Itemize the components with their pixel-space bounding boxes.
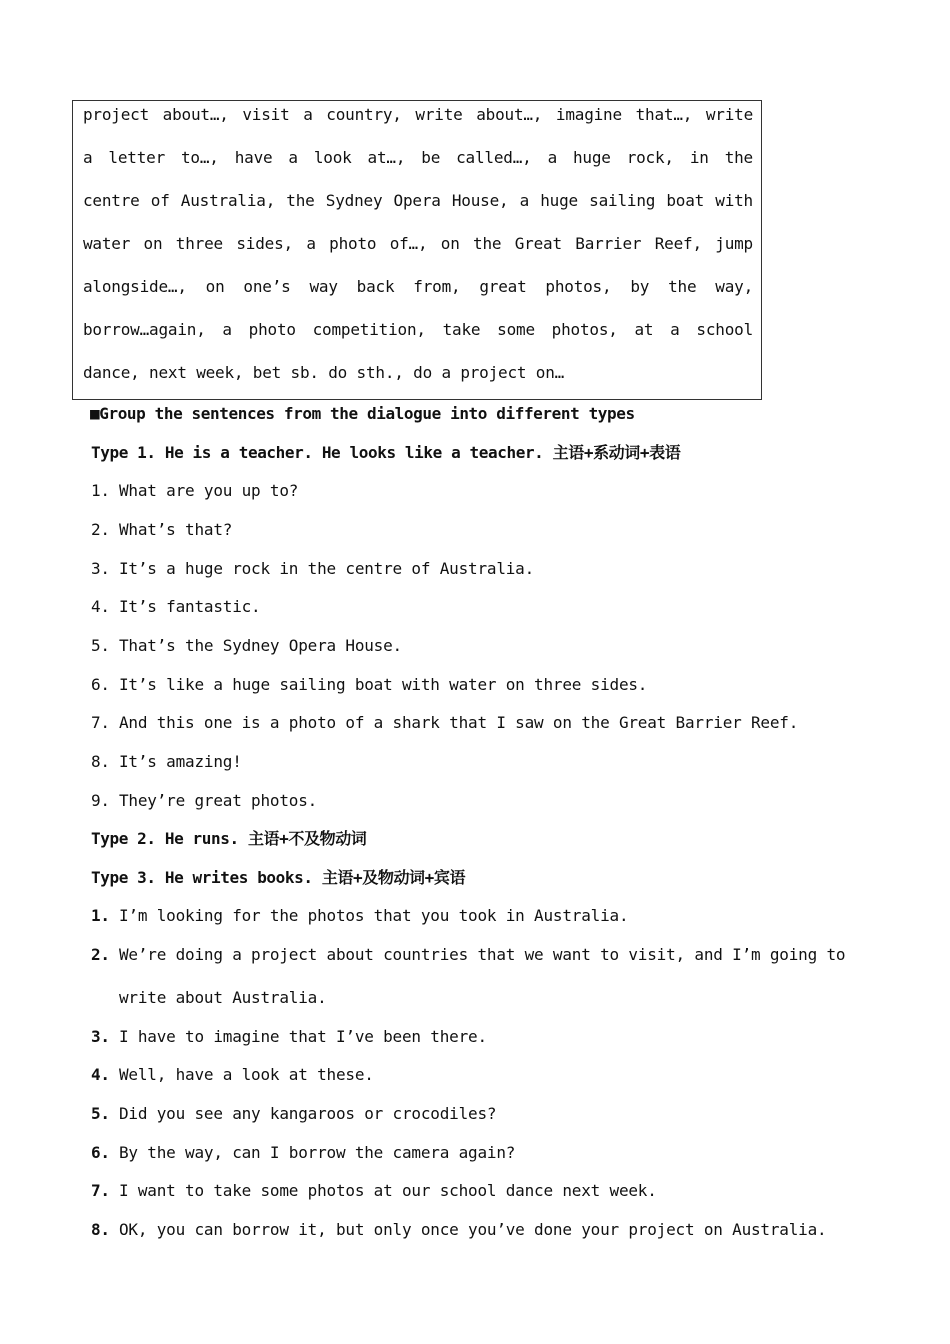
item-text: By the way, can I borrow the camera again? bbox=[119, 1143, 516, 1162]
item-number: 3. bbox=[91, 559, 110, 578]
item-text: And this one is a photo of a shark that I saw on the Great Barrier Reef. bbox=[119, 713, 799, 732]
item-text: Did you see any kangaroos or crocodiles? bbox=[119, 1104, 497, 1123]
item-text: Well, have a look at these. bbox=[119, 1065, 374, 1084]
phrase-line: alongside…, on one’s way back from, great photos, by the way, bbox=[83, 277, 753, 296]
type3-heading: Type 3. He writes books. 主语+及物动词+宾语 bbox=[91, 868, 466, 887]
list-item bbox=[91, 596, 261, 618]
list-item bbox=[91, 751, 242, 773]
list-item bbox=[91, 712, 798, 734]
list-item bbox=[91, 1180, 657, 1202]
type1-heading: Type 1. He is a teacher. He looks like a teacher. 主语+系动词+表语 bbox=[91, 443, 681, 462]
item-number: 1. bbox=[91, 481, 110, 500]
item-number: 9. bbox=[91, 791, 110, 810]
item-text: What are you up to? bbox=[119, 481, 299, 500]
list-item-continuation: write about Australia. bbox=[119, 988, 327, 1007]
list-item bbox=[91, 944, 845, 966]
phrase-line: borrow…again, a photo competition, take some photos, at a school bbox=[83, 320, 753, 339]
phrase-line: water on three sides, a photo of…, on the Great Barrier Reef, jump bbox=[83, 234, 753, 253]
item-text: That’s the Sydney Opera House. bbox=[119, 636, 402, 655]
item-text: What’s that? bbox=[119, 520, 233, 539]
list-item bbox=[91, 558, 534, 580]
list-item bbox=[91, 790, 317, 812]
item-number: 8. bbox=[91, 752, 110, 771]
item-text: OK, you can borrow it, but only once you’ve done your project on Australia. bbox=[119, 1220, 827, 1239]
list-item bbox=[91, 635, 402, 657]
item-number: 7. bbox=[91, 1181, 110, 1200]
item-text: They’re great photos. bbox=[119, 791, 318, 810]
item-text: I’m looking for the photos that you took in Australia. bbox=[119, 906, 629, 925]
list-item bbox=[91, 480, 298, 502]
list-item bbox=[91, 905, 628, 927]
item-text: I want to take some photos at our school dance next week. bbox=[119, 1181, 657, 1200]
list-item bbox=[91, 1103, 496, 1125]
task-heading: ■Group the sentences from the dialogue into different types bbox=[90, 404, 635, 423]
item-number: 6. bbox=[91, 1143, 110, 1162]
item-number: 8. bbox=[91, 1220, 110, 1239]
list-item bbox=[91, 1064, 374, 1086]
item-text: We’re doing a project about countries that we want to visit, and I’m going to bbox=[119, 945, 846, 964]
phrase-line: centre of Australia, the Sydney Opera House, a huge sailing boat with bbox=[83, 191, 753, 210]
list-item bbox=[91, 674, 647, 696]
item-text: It’s like a huge sailing boat with water on three sides. bbox=[119, 675, 648, 694]
item-number: 4. bbox=[91, 597, 110, 616]
list-item bbox=[91, 1142, 515, 1164]
list-item bbox=[91, 1219, 826, 1241]
item-number: 6. bbox=[91, 675, 110, 694]
item-number: 2. bbox=[91, 520, 110, 539]
item-text: It’s amazing! bbox=[119, 752, 242, 771]
phrase-line: project about…, visit a country, write about…, imagine that…, write bbox=[83, 105, 753, 124]
item-number: 1. bbox=[91, 906, 110, 925]
item-text: It’s fantastic. bbox=[119, 597, 261, 616]
type2-heading: Type 2. He runs. 主语+不及物动词 bbox=[91, 829, 367, 848]
phrase-box bbox=[72, 100, 762, 400]
list-item bbox=[91, 1026, 487, 1048]
item-number: 5. bbox=[91, 1104, 110, 1123]
phrase-line: a letter to…, have a look at…, be called…, a huge rock, in the bbox=[83, 148, 753, 167]
phrase-line: dance, next week, bet sb. do sth., do a project on… bbox=[83, 363, 565, 382]
item-number: 3. bbox=[91, 1027, 110, 1046]
item-text: It’s a huge rock in the centre of Australia. bbox=[119, 559, 535, 578]
item-number: 2. bbox=[91, 945, 110, 964]
item-number: 5. bbox=[91, 636, 110, 655]
item-text: I have to imagine that I’ve been there. bbox=[119, 1027, 487, 1046]
item-number: 7. bbox=[91, 713, 110, 732]
list-item bbox=[91, 519, 232, 541]
item-number: 4. bbox=[91, 1065, 110, 1084]
